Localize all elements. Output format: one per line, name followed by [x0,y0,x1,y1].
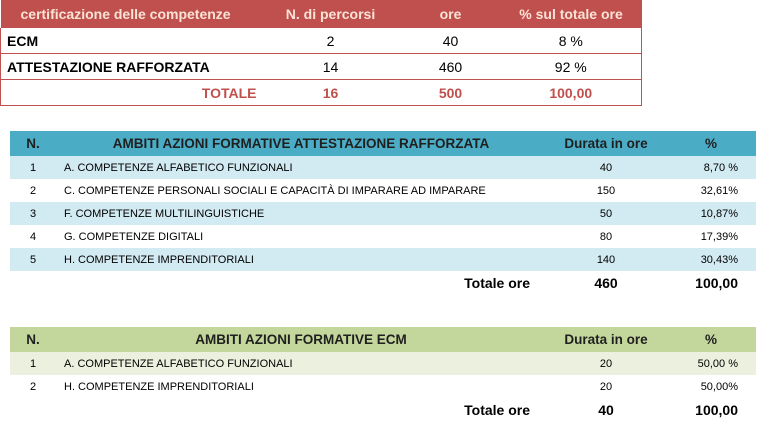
row-description: A. COMPETENZE ALFABETICO FUNZIONALI [56,156,546,179]
row-number: 4 [10,225,56,248]
row-percent: 30,43% [666,248,756,271]
rafforzata-header-row [10,131,756,156]
table-row [10,225,756,248]
ecm-header-row [10,327,756,352]
table-row [10,179,756,202]
summary-total-percent: 100,00 [501,80,642,106]
summary-row [1,54,642,80]
row-percent: 50,00 % [666,352,756,375]
ecm-table [10,327,756,422]
row-description: C. COMPETENZE PERSONALI SOCIALI E CAPACITÀ DI IMPARARE AD IMPARARE [56,179,546,202]
ecm-header-n: N. [10,327,56,352]
row-duration: 20 [546,375,666,398]
total-percent: 100,00 [666,398,756,422]
summary-total-row [1,80,642,106]
row-duration: 40 [546,156,666,179]
row-duration: 140 [546,248,666,271]
row-description: G. COMPETENZE DIGITALI [56,225,546,248]
table-row [10,156,756,179]
summary-row-percorsi: 14 [261,54,401,80]
summary-row-ore: 460 [401,54,501,80]
summary-header-certificazione: certificazione delle competenze [1,0,261,28]
ecm-header-ambiti: AMBITI AZIONI FORMATIVE ECM [56,327,546,352]
total-ore: 460 [546,271,666,295]
summary-header-ore: ore [401,0,501,28]
summary-row-percent: 8 % [501,28,642,54]
summary-total-percorsi: 16 [261,80,401,106]
row-percent: 8,70 % [666,156,756,179]
row-duration: 80 [546,225,666,248]
rafforzata-header-ambiti: AMBITI AZIONI FORMATIVE ATTESTAZIONE RAFFORZATA [56,131,546,156]
ecm-header-durata: Durata in ore [546,327,666,352]
row-duration: 20 [546,352,666,375]
row-number: 1 [10,352,56,375]
row-percent: 10,87% [666,202,756,225]
table-row [10,375,756,398]
row-number: 1 [10,156,56,179]
summary-row-percorsi: 2 [261,28,401,54]
row-number: 2 [10,375,56,398]
summary-row-name: ATTESTAZIONE RAFFORZATA [1,54,261,80]
summary-row-name: ECM [1,28,261,54]
summary-header-percorsi: N. di percorsi [261,0,401,28]
row-duration: 50 [546,202,666,225]
total-label: Totale ore [56,271,546,295]
summary-row-ore: 40 [401,28,501,54]
rafforzata-total-row [10,271,756,295]
row-description: A. COMPETENZE ALFABETICO FUNZIONALI [56,352,546,375]
total-percent: 100,00 [666,271,756,295]
summary-row-percent: 92 % [501,54,642,80]
ecm-total-row [10,398,756,422]
row-description: H. COMPETENZE IMPRENDITORIALI [56,375,546,398]
rafforzata-header-percent: % [666,131,756,156]
row-number: 5 [10,248,56,271]
summary-table [0,0,642,106]
rafforzata-table [10,131,756,295]
total-label: Totale ore [56,398,546,422]
summary-row [1,28,642,54]
ecm-header-percent: % [666,327,756,352]
summary-total-ore: 500 [401,80,501,106]
summary-header-percent: % sul totale ore [501,0,642,28]
total-ore: 40 [546,398,666,422]
rafforzata-header-durata: Durata in ore [546,131,666,156]
row-duration: 150 [546,179,666,202]
table-row [10,352,756,375]
summary-header-row [1,0,642,28]
row-number: 3 [10,202,56,225]
row-percent: 50,00% [666,375,756,398]
row-number: 2 [10,179,56,202]
row-percent: 17,39% [666,225,756,248]
table-row [10,202,756,225]
row-percent: 32,61% [666,179,756,202]
row-description: F. COMPETENZE MULTILINGUISTICHE [56,202,546,225]
table-row [10,248,756,271]
summary-total-label: TOTALE [1,80,261,106]
rafforzata-header-n: N. [10,131,56,156]
row-description: H. COMPETENZE IMPRENDITORIALI [56,248,546,271]
